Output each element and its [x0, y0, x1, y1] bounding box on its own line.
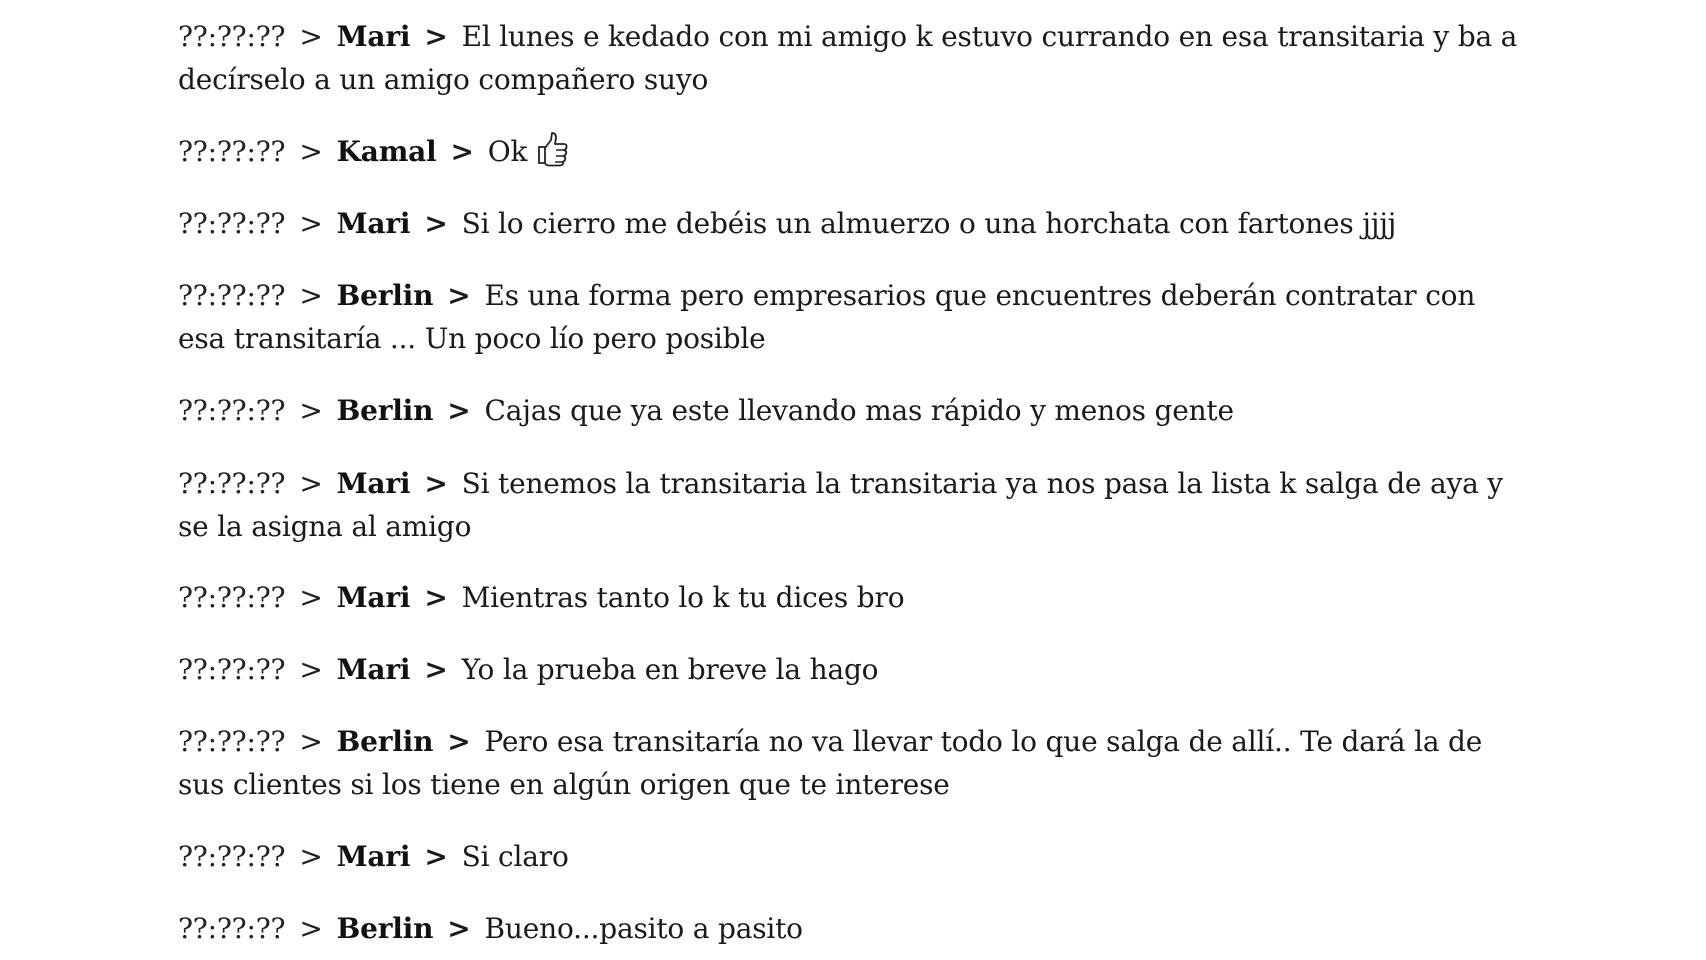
separator: >	[424, 207, 448, 240]
message-sender: Berlin	[336, 394, 434, 427]
message-sender: Berlin	[336, 725, 434, 758]
message-sender: Mari	[336, 20, 411, 53]
message-line	[178, 462, 1518, 548]
message-sender: Mari	[336, 653, 411, 686]
message-timestamp: ??:??:??	[178, 207, 286, 240]
message-timestamp: ??:??:??	[178, 467, 286, 500]
message-line	[178, 576, 1518, 619]
message-timestamp: ??:??:??	[178, 20, 286, 53]
message-text: Si claro	[461, 840, 569, 873]
separator: >	[447, 279, 471, 312]
message-sender: Berlin	[336, 279, 434, 312]
separator: >	[299, 725, 323, 758]
separator: >	[299, 912, 323, 945]
separator: >	[447, 912, 471, 945]
thumbs-up-icon	[535, 131, 569, 167]
message-sender: Mari	[336, 840, 411, 873]
separator: >	[447, 725, 471, 758]
message-sender: Mari	[336, 467, 411, 500]
message-timestamp: ??:??:??	[178, 581, 286, 614]
message-sender: Mari	[336, 581, 411, 614]
separator: >	[450, 135, 474, 168]
message-text: Si tenemos la transitaria la transitaria ya nos pasa la lista k salga de aya y se la asigna al amigo	[178, 467, 1503, 543]
message-timestamp: ??:??:??	[178, 840, 286, 873]
message-text: Mientras tanto lo k tu dices bro	[461, 581, 905, 614]
separator: >	[299, 135, 323, 168]
message-line	[178, 389, 1518, 432]
message-timestamp: ??:??:??	[178, 394, 286, 427]
message-text: El lunes e kedado con mi amigo k estuvo currando en esa transitaria y ba a decírselo a un amigo compañero suyo	[178, 20, 1518, 96]
message-line	[178, 907, 1518, 950]
message-line	[178, 648, 1518, 691]
message-text: Pero esa transitaría no va llevar todo lo que salga de allí.. Te dará la de sus clientes si los tiene en algún origen que te interese	[178, 725, 1483, 801]
separator: >	[299, 207, 323, 240]
message-timestamp: ??:??:??	[178, 912, 286, 945]
message-timestamp: ??:??:??	[178, 653, 286, 686]
separator: >	[299, 20, 323, 53]
message-text: Cajas que ya este llevando mas rápido y menos gente	[484, 394, 1234, 427]
message-text: Si lo cierro me debéis un almuerzo o una horchata con fartones jjjj	[461, 207, 1397, 240]
separator: >	[447, 394, 471, 427]
separator: >	[299, 653, 323, 686]
message-sender: Kamal	[336, 135, 437, 168]
separator: >	[424, 581, 448, 614]
separator: >	[299, 279, 323, 312]
separator: >	[299, 840, 323, 873]
message-text: Es una forma pero empresarios que encuentres deberán contratar con esa transitaría ... Un poco lío pero posible	[178, 279, 1476, 355]
message-timestamp: ??:??:??	[178, 279, 286, 312]
separator: >	[424, 653, 448, 686]
message-line	[178, 720, 1518, 806]
message-line	[178, 274, 1518, 360]
message-text: Bueno...pasito a pasito	[484, 912, 803, 945]
separator: >	[424, 840, 448, 873]
separator: >	[424, 20, 448, 53]
separator: >	[299, 581, 323, 614]
message-line	[178, 130, 1518, 173]
message-sender: Berlin	[336, 912, 434, 945]
message-timestamp: ??:??:??	[178, 135, 286, 168]
message-line	[178, 835, 1518, 878]
message-timestamp: ??:??:??	[178, 725, 286, 758]
separator: >	[299, 394, 323, 427]
message-line	[178, 202, 1518, 245]
message-text: Ok	[487, 135, 528, 168]
message-text: Yo la prueba en breve la hago	[461, 653, 879, 686]
separator: >	[424, 467, 448, 500]
separator: >	[299, 467, 323, 500]
message-line	[178, 15, 1518, 101]
message-sender: Mari	[336, 207, 411, 240]
